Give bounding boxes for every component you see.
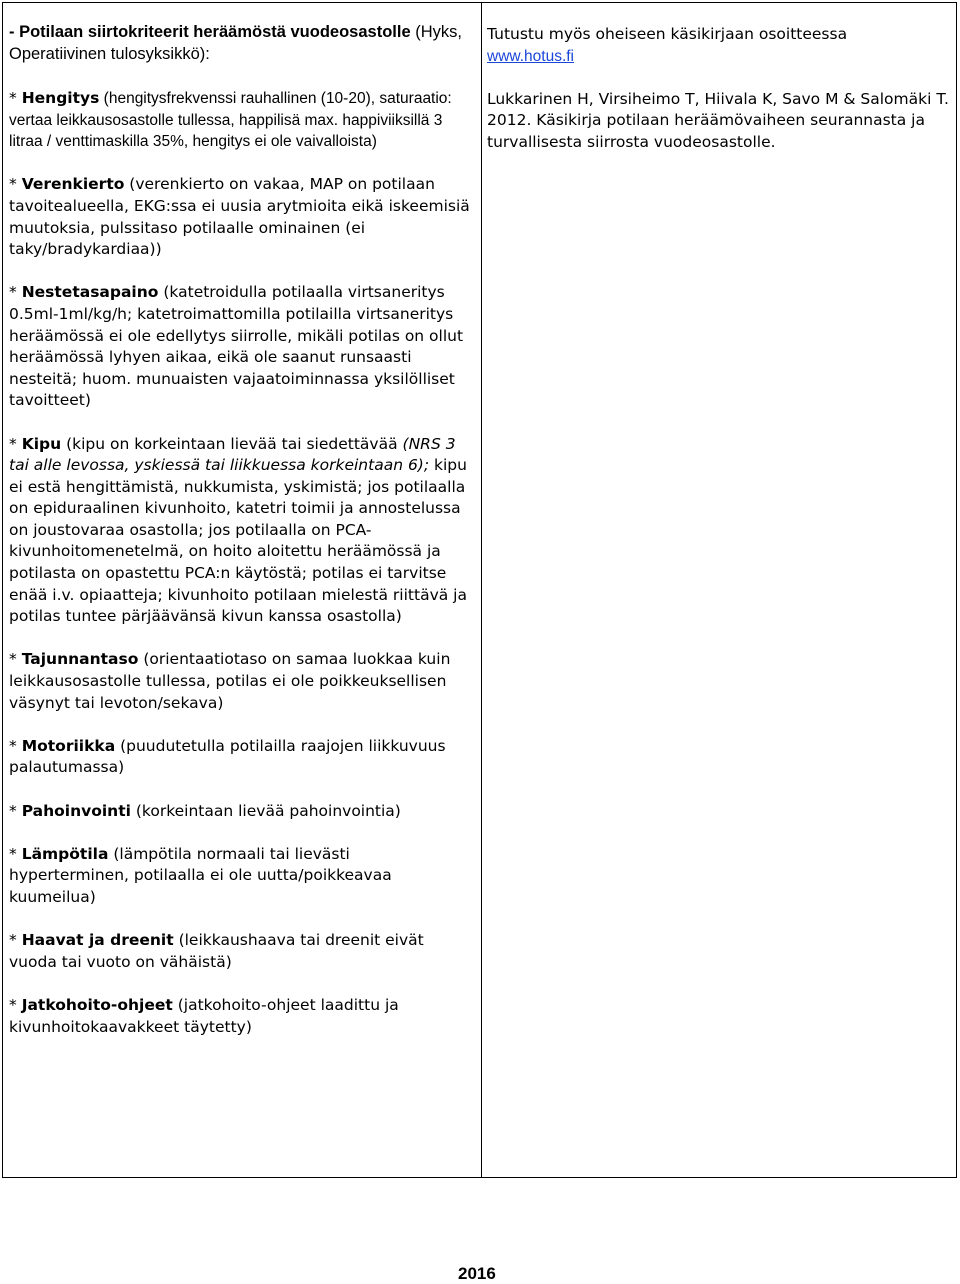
criterion-label: Jatkohoito-ohjeet (21, 995, 173, 1014)
criterion-label: Tajunnantaso (21, 650, 139, 669)
criterion-label: Hengitys (21, 89, 100, 107)
heading-title: - Potilaan siirtokriteerit heräämöstä vuodeosastolle (9, 23, 411, 41)
right-column (487, 24, 949, 175)
criterion-text: (lämpötila normaali tai lievästi hyperterminen, potilaalla ei ole uutta/poikkeavaa kuumeilua) (9, 844, 392, 906)
bullet-marker: * (9, 89, 22, 107)
bullet-marker: * (9, 736, 22, 755)
criterion-label: Haavat ja dreenit (21, 931, 174, 950)
footer-year: 2016 (458, 1264, 496, 1283)
criterion-label: Lämpötila (21, 844, 109, 863)
bullet-marker: * (9, 283, 22, 302)
criterion-tajunnantaso (9, 649, 471, 714)
bullet-marker: * (9, 995, 22, 1014)
criterion-nestetasapaino (9, 282, 471, 412)
criterion-haavat-ja-dreenit (9, 930, 471, 973)
criterion-text: (leikkaushaava tai dreenit eivät vuoda tai vuoto on vähäistä) (9, 931, 424, 971)
criterion-pahoinvointi (9, 801, 471, 823)
criterion-text: (korkeintaan lievää pahoinvointia) (130, 801, 401, 820)
bullet-marker: * (9, 931, 22, 950)
bullet-marker: * (9, 650, 22, 669)
heading-subtitle: (Hyks, Operatiivinen tulosyksikkö): (9, 23, 462, 63)
criterion-text: (katetroidulla potilaalla virtsaneritys 0.5ml-1ml/kg/h; katetroimattomilla potilailla virtsaneritys heräämössä ei ole edellytys siirrolle, mikäli potilas on ollut heräämössä lyhyen aikaa, eikä ole saanut runsaasti nesteitä; huom. munuaisten vajaatoiminnassa yksilölliset tavoitteet) (9, 283, 464, 410)
criterion-label: Verenkierto (21, 175, 125, 194)
criterion-text: (verenkierto on vakaa, MAP on potilaan tavoitealueella, EKG:ssa ei uusia arytmioita eikä iskeemisiä muutoksia, pulssitaso potilaalle ominainen (ei taky/bradykardiaa)) (9, 175, 470, 259)
criterion-motoriikka (9, 736, 471, 779)
criterion-label: Motoriikka (21, 736, 116, 755)
bullet-marker: * (9, 175, 22, 194)
criterion-kipu (9, 434, 471, 628)
hotus-link[interactable]: www.hotus.fi (487, 47, 575, 65)
left-column (9, 21, 471, 1060)
section-heading (9, 21, 471, 65)
criterion-text-intro: (kipu on korkeintaan lievää tai siedettävää (61, 434, 403, 453)
criterion-text: kipu ei estä hengittämistä, nukkumista, yskimistä; jos potilaalla on epiduraalinen kivunhoito, katetri toimii ja annostelussa on joustovaraa osastolla; jos potilaalla on PCA-kivunhoitomenetelmä, on hoito aloitettu heräämössä ja potilasta on opastettu PCA:n käytöstä; potilas ei tarvitse enää i.v. opiaatteja; kivunhoito potilaan mielestä riittävä ja potilas tuntee pärjäävänsä kivun kanssa osastolla) (9, 456, 467, 626)
criterion-label: Kipu (21, 434, 62, 453)
handbook-intro (487, 24, 949, 67)
intro-text: Tutustu myös oheiseen käsikirjaan osoitteessa (487, 25, 848, 43)
criterion-jatkohoito-ohjeet (9, 995, 471, 1038)
criterion-text: (puudutetulla potilailla raajojen liikkuvuus palautumassa) (9, 736, 446, 777)
criterion-text: (jatkohoito-ohjeet laadittu ja kivunhoitokaavakkeet täytetty) (9, 995, 399, 1036)
column-divider (481, 3, 482, 1177)
criterion-lampotila (9, 844, 471, 909)
reference-citation: Lukkarinen H, Virsiheimo T, Hiivala K, Savo M & Salomäki T. 2012. Käsikirja potilaan heräämövaiheen seurannasta ja turvallisesta siirrosta vuodeosastolle. (487, 89, 949, 151)
criterion-hengitys (9, 88, 471, 153)
bullet-marker: * (9, 801, 22, 820)
criterion-label: Pahoinvointi (21, 801, 131, 820)
criterion-label: Nestetasapaino (21, 283, 159, 302)
bullet-marker: * (9, 434, 22, 453)
criterion-text: (hengitysfrekvenssi rauhallinen (10-20), saturaatio: vertaa leikkausosastolle tullessa, happilisä max. happiviiksillä 3 litraa / venttimaskilla 35%, hengitys ei ole vaivalloista) (9, 90, 452, 151)
criterion-text-italic: (NRS 3 tai alle levossa, yskiessä tai liikkuessa korkeintaan 6); (9, 434, 456, 475)
bullet-marker: * (9, 844, 22, 863)
criterion-text: (orientaatiotaso on samaa luokkaa kuin leikkausosastolle tullessa, potilas ei ole poikkeuksellisen väsynyt tai levoton/sekava) (9, 650, 451, 712)
criterion-verenkierto (9, 174, 471, 260)
